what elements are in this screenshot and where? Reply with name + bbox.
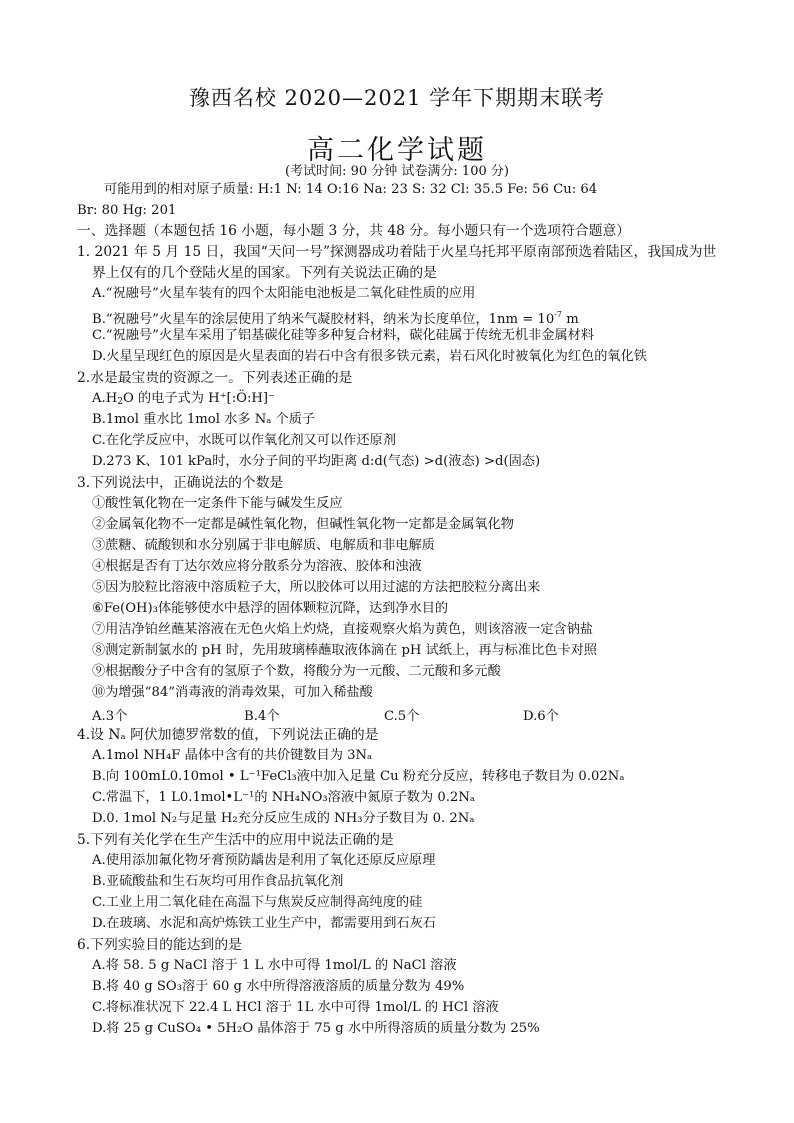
- q3-choice-a: A.3个: [92, 709, 128, 724]
- q1-stem-line-2: 界上仅有的几个登陆火星的国家。下列有关说法正确的是: [92, 265, 437, 281]
- q3-choice-d: D.6个: [523, 709, 559, 724]
- q1-option-c: C.“祝融号”火星车采用了铝基碳化硅等多种复合材料，碳化硅属于传统无机非金属材料: [92, 328, 595, 343]
- q3-choice-b: B.4个: [244, 709, 280, 724]
- q1-option-d: D.火星呈现红色的原因是火星表面的岩石中含有很多铁元素，岩石风化时被氧化为红色的氧化铁: [92, 349, 647, 364]
- q4-stem: 4.设 Nₐ 阿伏加德罗常数的值，下列说法正确的是: [77, 727, 379, 743]
- q2-option-a: [92, 390, 275, 411]
- q2-option-a-subscript: 2: [117, 397, 123, 407]
- q3-statement: ⑤因为胶粒比溶液中溶质粒子大，所以胶体可以用过滤的方法把胶粒分离出来: [92, 580, 541, 595]
- q5-option-a: A.使用添加氟化物牙膏预防龋齿是利用了氧化还原反应原理: [92, 853, 436, 868]
- q3-statement: ①酸性氧化物在一定条件下能与碱发生反应: [92, 496, 343, 511]
- q6-stem: 6.下列实验目的能达到的是: [77, 937, 242, 953]
- q3-statement: ⑥Fe(OH)₃体能够使水中悬浮的固体颗粒沉降，达到净水目的: [92, 601, 449, 616]
- q1-stem-line-1: 1. 2021 年 5 月 15 日，我国“天问一号”探测器成功着陆于火星乌托邦平原南部预选着陆区，我国成为世: [77, 244, 717, 260]
- section-heading: 一、选择题（本题包括 16 小题，每小题 3 分，共 48 分。每小题只有一个选项符合题意）: [77, 223, 631, 239]
- q6-option-b: B.将 40 g SO₃溶于 60 g 水中所得溶液溶质的质量分数为 49%: [92, 979, 465, 994]
- q3-statement: ⑧测定新制氯水的 pH 时，先用玻璃棒蘸取液体滴在 pH 试纸上，再与标准比色卡对照: [92, 643, 598, 658]
- q1-option-b-exponent: -7: [554, 310, 563, 319]
- exam-title: 豫西名校 2020—2021 学年下期期末联考: [188, 86, 606, 110]
- q1-option-a: A.“祝融号”火星车装有的四个太阳能电池板是二氧化硅性质的应用: [92, 286, 476, 301]
- subject-title: 高二化学试题: [307, 135, 487, 166]
- q3-statement: ⑩为增强“84”消毒液的消毒效果，可加入稀盐酸: [92, 685, 373, 700]
- q4-option-a: A.1mol NH₄F 晶体中含有的共价键数目为 3Nₐ: [92, 748, 373, 763]
- q2-option-a-text: O 的电子式为: [122, 391, 209, 406]
- q2-option-c: C.在化学反应中，水既可以作氧化剂又可以作还原剂: [92, 433, 396, 448]
- q5-option-b: B.亚硫酸盐和生石灰均可用作食品抗氧化剂: [92, 874, 344, 889]
- q4-option-b: B.向 100mL0.10mol • L⁻¹FeCl₃液中加入足量 Cu 粉充分反应，转移电子数目为 0.02Nₐ: [92, 769, 625, 784]
- atomic-masses-line-2: Br: 80 Hg: 201: [77, 203, 177, 218]
- q3-statement: ⑨根据酸分子中含有的氢原子个数，将酸分为一元酸、二元酸和多元酸: [92, 664, 501, 679]
- q6-option-d: D.将 25 g CuSO₄ • 5H₂O 晶体溶于 75 g 水中所得溶质的质量分数为 25%: [92, 1021, 540, 1036]
- q6-option-c: C.将标准状况下 22.4 L HCl 溶于 1L 水中可得 1mol/L 的 HCl 溶液: [92, 1000, 499, 1015]
- q2-option-b: B.1mol 重水比 1mol 水多 Nₐ 个质子: [92, 412, 316, 427]
- q3-statement: ⑦用洁净铂丝蘸某溶液在无色火焰上灼烧，直接观察火焰为黄色，则该溶液一定含钠盐: [92, 622, 594, 637]
- q1-option-b-unit: m: [562, 312, 579, 327]
- q1-option-b-text: B.“祝融号”火星车的涂层使用了纳米气凝胶材料，纳米为长度单位，1nm = 10: [92, 312, 555, 327]
- q4-option-d: D.0. 1mol N₂与足量 H₂充分反应生成的 NH₃分子数目为 0. 2Nₐ: [92, 811, 475, 826]
- q4-option-c: C.常温下，1 L0.1mol•L⁻¹的 NH₄NO₃溶液中氮原子数为 0.2Nₐ: [92, 790, 475, 805]
- q3-statement: ②金属氧化物不一定都是碱性氧化物，但碱性氧化物一定都是金属氧化物: [92, 517, 514, 532]
- atomic-masses-line-1: 可能用到的相对原子质量: H:1 N: 14 O:16 Na: 23 S: 32 Cl: 35.5 Fe: 56 Cu: 64: [104, 182, 598, 197]
- exam-info: (考试时间: 90 分钟 试卷满分: 100 分): [285, 164, 509, 179]
- q5-stem: 5.下列有关化学在生产生活中的应用中说法正确的是: [77, 832, 394, 848]
- q2-electron-formula: H⁺[:Ö:H]⁻: [208, 391, 276, 406]
- q6-option-a: A.将 58. 5 g NaCl 溶于 1 L 水中可得 1mol/L 的 NaCl 溶液: [92, 958, 457, 973]
- q3-stem: 3.下列说法中，正确说法的个数是: [77, 475, 284, 491]
- q2-option-d: D.273 K、101 kPa时，水分子间的平均距离 d:d(气态) >d(液态) >d(固态): [92, 454, 541, 469]
- q3-statement: ③蔗糖、硫酸钡和水分别属于非电解质、电解质和非电解质: [92, 538, 435, 553]
- q3-choice-c: C.5个: [384, 709, 420, 724]
- q2-stem: 2.水是最宝贵的资源之一。下列表述正确的是: [77, 370, 353, 386]
- q1-option-b: [92, 306, 579, 329]
- q5-option-d: D.在玻璃、水泥和高炉炼铁工业生产中，都需要用到石灰石: [92, 916, 436, 931]
- q3-statement: ④根据是否有丁达尔效应将分散系分为溶液、胶体和浊液: [92, 559, 422, 574]
- q2-option-a-label: A.H: [92, 391, 118, 406]
- q5-option-c: C.工业上用二氧化硅在高温下与焦炭反应制得高纯度的硅: [92, 895, 423, 910]
